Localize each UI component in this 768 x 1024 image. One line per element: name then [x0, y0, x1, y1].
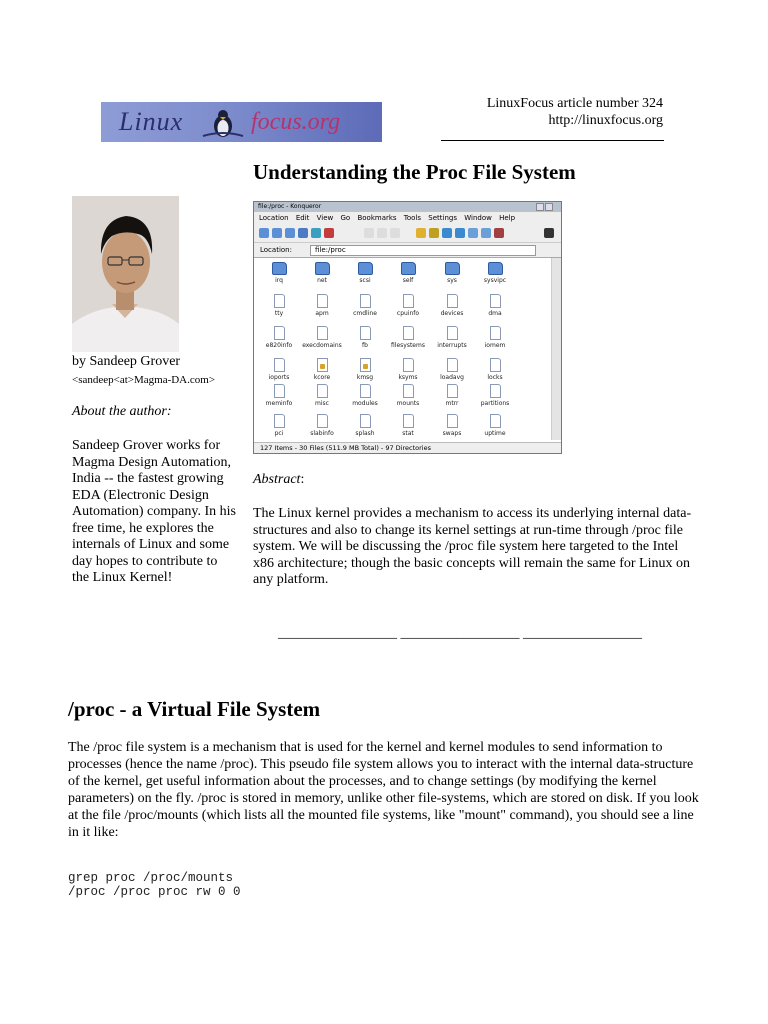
file-item-locks [473, 358, 517, 381]
file-item-label: net [317, 277, 327, 284]
penguin-icon [201, 108, 245, 138]
file-icon [403, 384, 414, 398]
cut-icon [364, 228, 374, 238]
article-info [487, 95, 663, 129]
file-item-label: meminfo [265, 400, 293, 407]
abstract-text: The Linux kernel provides a mechanism to access its underlying internal data-structures and also to change its kernel settings at run-time through /proc file system. We will be discussing the /proc file system here targeted to the Intel x86 architecture; though the basic concepts will remain the same for Linux on any platform. [253, 506, 692, 587]
file-item-label: mounts [396, 400, 420, 407]
window-controls [535, 203, 559, 211]
section-paragraph: The /proc file system is a mechanism that is used for the kernel and kernel modules to send information to processes (hence the name /proc). This pseudo file system allows you to interact with the internal data-structure of the kernel, get useful information about the processes, and to change settings (by modifying the kernel parameters) on the fly. /proc is stored in memory, unlike other file-systems, which are stored on disk. If you look at the file /proc/mounts (which lists all the mounted file systems, like "mount" command), you should see a line in it like: [68, 740, 699, 840]
file-item-label: kcore [313, 374, 331, 381]
file-item-mtrr [430, 384, 474, 407]
menu-settings: Settings [428, 214, 457, 222]
logo-text-linux: Linux [119, 107, 184, 136]
print-icon [416, 228, 426, 238]
file-item-irq [257, 262, 301, 284]
konqueror-gear-icon [544, 228, 554, 238]
stop-icon [324, 228, 334, 238]
window-titlebar [254, 202, 561, 212]
folder-icon [445, 262, 460, 275]
icon-view-icon [468, 228, 478, 238]
file-item-label: fb [362, 342, 368, 349]
file-item-label: filesystems [391, 342, 425, 349]
home-icon [298, 228, 308, 238]
file-item-apm [300, 294, 344, 317]
file-item-e820info [257, 326, 301, 349]
file-item-iomem [473, 326, 517, 349]
scrollbar [551, 258, 561, 440]
file-icon [274, 384, 285, 398]
file-item-label: cpuinfo [396, 310, 420, 317]
window-title: file:/proc - Konqueror [258, 203, 322, 210]
author-byline: by Sandeep Grover [72, 354, 181, 369]
file-item-self [386, 262, 430, 284]
file-item-loadavg [430, 358, 474, 381]
file-icon [490, 294, 501, 308]
file-item-label: iomem [484, 342, 506, 349]
file-item-devices [430, 294, 474, 317]
file-item-label: scsi [359, 277, 371, 284]
file-item-label: tty [274, 310, 284, 317]
file-icon [360, 294, 371, 308]
file-icon [490, 384, 501, 398]
section-divider: _________________ _________________ _________________ [278, 626, 642, 641]
file-icon [447, 384, 458, 398]
file-item-label: mtrr [445, 400, 459, 407]
folder-icon [272, 262, 287, 275]
file-icon [360, 358, 371, 372]
location-label: Location: [260, 246, 292, 254]
file-item-label: sys [447, 277, 457, 284]
menu-go: Go [340, 214, 351, 222]
section-heading: /proc - a Virtual File System [68, 697, 321, 721]
file-item-splash [343, 414, 387, 437]
file-icon [360, 384, 371, 398]
file-icon [317, 414, 328, 428]
up-icon [285, 228, 295, 238]
file-item-label: stat [402, 430, 414, 437]
file-item-label: kmsg [356, 374, 374, 381]
file-item-cmdline [343, 294, 387, 317]
menu-window: Window [464, 214, 492, 222]
file-item-label: loadavg [440, 374, 464, 381]
abstract-heading-colon: : [300, 472, 305, 487]
file-icon [317, 358, 328, 372]
file-item-label: interrupts [437, 342, 467, 349]
file-item-mounts [386, 384, 430, 407]
file-item-label: swaps [442, 430, 462, 437]
file-item-fb [343, 326, 387, 349]
file-item-label: uptime [484, 430, 506, 437]
file-item-label: devices [440, 310, 464, 317]
file-icon [360, 326, 371, 340]
menu-bar [254, 212, 561, 224]
author-photo [72, 196, 179, 352]
file-icon [403, 414, 414, 428]
file-item-label: misc [315, 400, 329, 407]
folder-icon [358, 262, 373, 275]
reload-icon [311, 228, 321, 238]
file-item-filesystems [386, 326, 430, 349]
file-item-swaps [430, 414, 474, 437]
site-url-link[interactable]: http://linuxfocus.org [548, 113, 663, 128]
file-icon [403, 326, 414, 340]
file-item-pci [257, 414, 301, 437]
forward-icon [272, 228, 282, 238]
logo-text-focus: focus.org [251, 109, 341, 135]
menu-help: Help [499, 214, 516, 222]
file-icon-view [254, 258, 551, 440]
location-bar [254, 243, 561, 258]
file-icon [447, 358, 458, 372]
abstract-heading [253, 472, 304, 488]
file-item-ioports [257, 358, 301, 381]
zoom-out-icon [455, 228, 465, 238]
menu-tools: Tools [403, 214, 422, 222]
file-icon [274, 326, 285, 340]
file-item-label: ioports [268, 374, 290, 381]
file-item-label: slabinfo [310, 430, 334, 437]
file-item-label: apm [315, 310, 329, 317]
location-input: file:/proc [310, 245, 536, 256]
file-item-net [300, 262, 344, 284]
file-icon [360, 414, 371, 428]
abstract-heading-text: Abstract [253, 472, 301, 487]
file-item-meminfo [257, 384, 301, 407]
linuxfocus-logo [101, 102, 382, 142]
file-icon [317, 326, 328, 340]
folder-icon [401, 262, 416, 275]
file-item-kmsg [343, 358, 387, 381]
file-item-slabinfo [300, 414, 344, 437]
file-item-label: dma [488, 310, 502, 317]
folder-icon [315, 262, 330, 275]
article-number: LinuxFocus article number 324 [486, 96, 663, 111]
file-icon [447, 414, 458, 428]
file-icon [274, 358, 285, 372]
list-view-icon [481, 228, 491, 238]
about-author-heading: About the author: [72, 404, 172, 419]
file-icon [317, 294, 328, 308]
code-block: grep proc /proc/mounts /proc /proc proc rw 0 0 [68, 871, 241, 899]
menu-edit: Edit [295, 214, 310, 222]
file-icon [490, 358, 501, 372]
file-item-dma [473, 294, 517, 317]
file-item-scsi [343, 262, 387, 284]
file-item-label: locks [487, 374, 503, 381]
file-item-sys [430, 262, 474, 284]
file-item-label: execdomains [302, 342, 342, 349]
zoom-in-icon [442, 228, 452, 238]
menu-view: View [316, 214, 334, 222]
konqueror-screenshot [253, 201, 562, 454]
file-item-sysvipc [473, 262, 517, 284]
page-title: Understanding the Proc File System [253, 160, 576, 184]
author-email: <sandeep<at>Magma-DA.com> [72, 374, 216, 386]
file-item-label: modules [352, 400, 378, 407]
file-icon [274, 294, 285, 308]
status-bar: 127 Items - 30 Files (511.9 MB Total) - 97 Directories [254, 442, 561, 453]
file-item-label: cmdline [353, 310, 377, 317]
paste-icon [390, 228, 400, 238]
file-icon [447, 294, 458, 308]
file-item-label: pci [274, 430, 284, 437]
file-item-interrupts [430, 326, 474, 349]
properties-icon [429, 228, 439, 238]
file-item-tty [257, 294, 301, 317]
author-bio: Sandeep Grover works for Magma Design Automation, India -- the fastest growing EDA (Electronic Design Automation) company. In his free time, he explores the internals of Linux and some day hopes to contribute to the Linux Kernel! [72, 438, 236, 585]
file-icon [403, 358, 414, 372]
file-item-label: e820info [265, 342, 293, 349]
file-icon [317, 384, 328, 398]
tree-view-icon [494, 228, 504, 238]
file-item-cpuinfo [386, 294, 430, 317]
file-icon [447, 326, 458, 340]
file-item-misc [300, 384, 344, 407]
file-item-label: self [402, 277, 414, 284]
header-rule [441, 140, 664, 141]
folder-icon [488, 262, 503, 275]
file-item-kcore [300, 358, 344, 381]
file-icon [403, 294, 414, 308]
author-portrait-image [72, 196, 179, 352]
back-icon [259, 228, 269, 238]
file-item-label: sysvipc [483, 277, 507, 284]
file-icon [274, 414, 285, 428]
file-icon [490, 414, 501, 428]
toolbar [254, 224, 561, 243]
file-item-modules [343, 384, 387, 407]
file-item-label: ksyms [398, 374, 418, 381]
file-item-ksyms [386, 358, 430, 381]
file-item-execdomains [300, 326, 344, 349]
menu-location: Location [259, 214, 289, 222]
file-item-uptime [473, 414, 517, 437]
file-item-label: splash [355, 430, 375, 437]
file-item-label: partitions [480, 400, 510, 407]
file-item-stat [386, 414, 430, 437]
file-item-label: irq [275, 277, 283, 284]
copy-icon [377, 228, 387, 238]
menu-bookmarks: Bookmarks [357, 214, 397, 222]
file-item-partitions [473, 384, 517, 407]
file-icon [490, 326, 501, 340]
